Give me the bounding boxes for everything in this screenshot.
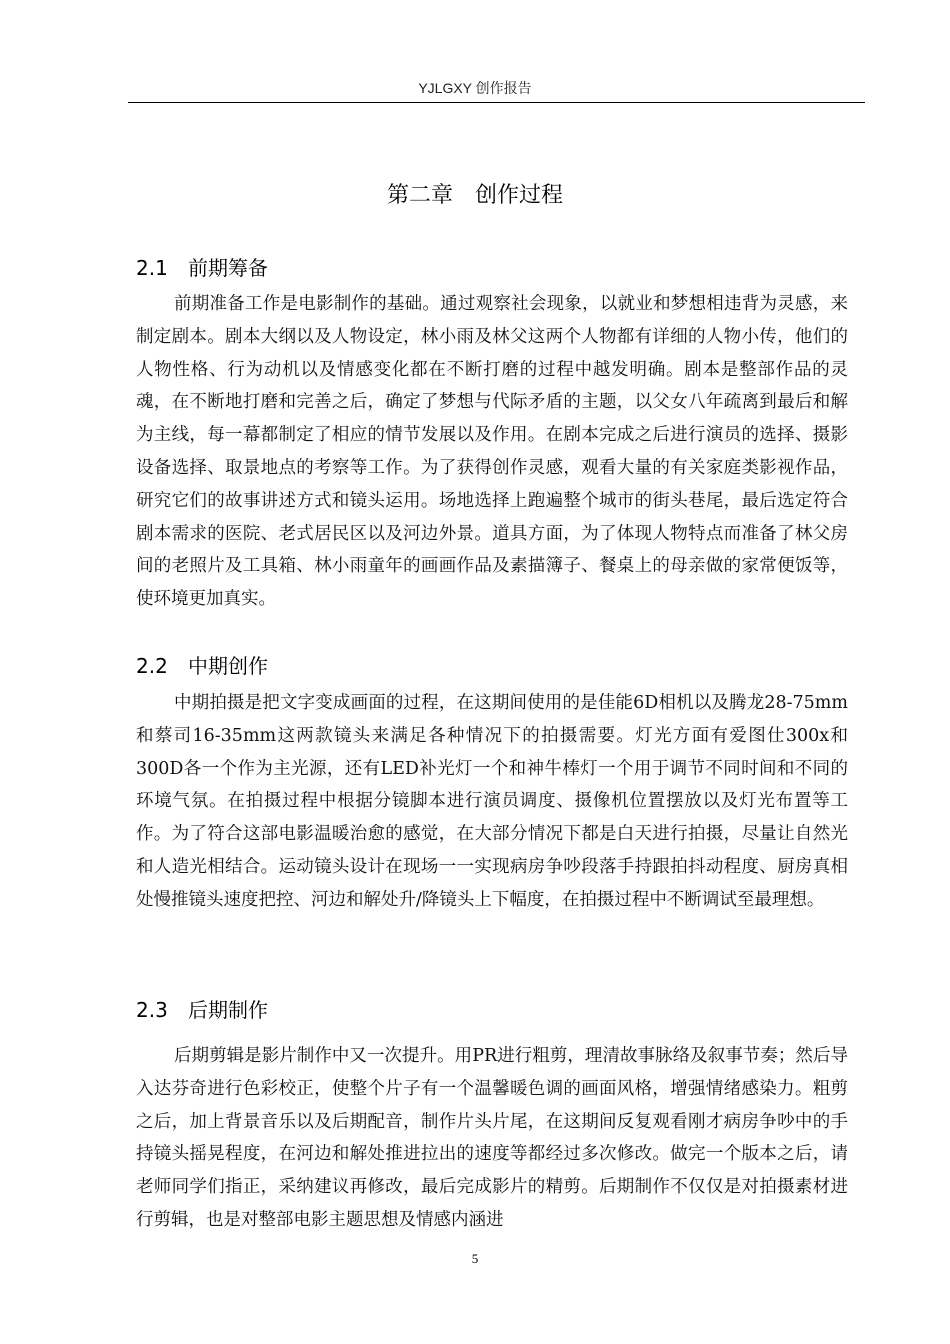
- section-number: 2.2: [136, 654, 168, 678]
- section-title: 后期制作: [188, 998, 268, 1022]
- section-heading-2-2: [136, 650, 268, 679]
- section-heading-2-1: [136, 252, 268, 281]
- section-title: 前期筹备: [188, 256, 268, 280]
- section-number: 2.1: [136, 256, 168, 280]
- page-header-title: YJLGXY 创作报告: [418, 80, 532, 96]
- header-divider: [128, 102, 865, 103]
- section-number: 2.3: [136, 998, 168, 1022]
- page-number: 5: [471, 1251, 479, 1266]
- section-paragraph-2-2: 中期拍摄是把文字变成画面的过程，在这期间使用的是佳能6D相机以及腾龙28-75mm和蔡司16-35mm这两款镜头来满足各种情况下的拍摄需要。灯光方面有爱图仕300x和300D各一个作为主光源，还有LED补光灯一个和神牛棒灯一个用于调节不同时间和不同的环境气氛。在拍摄过程中根据分镜脚本进行演员调度、摄像机位置摆放以及灯光布置等工作。为了符合这部电影温暖治愈的感觉，在大部分情况下都是白天进行拍摄，尽量让自然光和人造光相结合。运动镜头设计在现场一一实现病房争吵段落手持跟拍抖动程度、厨房真相处慢推镜头速度把控、河边和解处升/降镜头上下幅度，在拍摄过程中不断调试至最理想。: [136, 693, 848, 910]
- section-title: 中期创作: [188, 654, 268, 678]
- section-paragraph-2-3: 后期剪辑是影片制作中又一次提升。用PR进行粗剪，理清故事脉络及叙事节奏；然后导入达芬奇进行色彩校正，使整个片子有一个温馨暖色调的画面风格，增强情绪感染力。粗剪之后，加上背景音乐以及后期配音，制作片头片尾，在这期间反复观看刚才病房争吵中的手持镜头摇晃程度，在河边和解处推进拉出的速度等都经过多次修改。做完一个版本之后，请老师同学们指正，采纳建议再修改，最后完成影片的精剪。后期制作不仅仅是对拍摄素材进行剪辑，也是对整部电影主题思想及情感内涵进: [136, 1046, 848, 1230]
- chapter-title: 第二章 创作过程: [386, 183, 563, 208]
- section-paragraph-2-1: 前期准备工作是电影制作的基础。通过观察社会现象，以就业和梦想相违背为灵感，来制定剧本。剧本大纲以及人物设定，林小雨及林父这两个人物都有详细的人物小传，他们的人物性格、行为动机以及情感变化都在不断打磨的过程中越发明确。剧本是整部作品的灵魂，在不断地打磨和完善之后，确定了梦想与代际矛盾的主题，以父女八年疏离到最后和解为主线，每一幕都制定了相应的情节发展以及作用。在剧本完成之后进行演员的选择、摄影设备选择、取景地点的考察等工作。为了获得创作灵感，观看大量的有关家庭类影视作品，研究它们的故事讲述方式和镜头运用。场地选择上跑遍整个城市的街头巷尾，最后选定符合剧本需求的医院、老式居民区以及河边外景。道具方面，为了体现人物特点而准备了林父房间的老照片及工具箱、林小雨童年的画画作品及素描簿子、餐桌上的母亲做的家常便饭等，使环境更加真实。: [136, 294, 848, 610]
- section-heading-2-3: [136, 994, 268, 1023]
